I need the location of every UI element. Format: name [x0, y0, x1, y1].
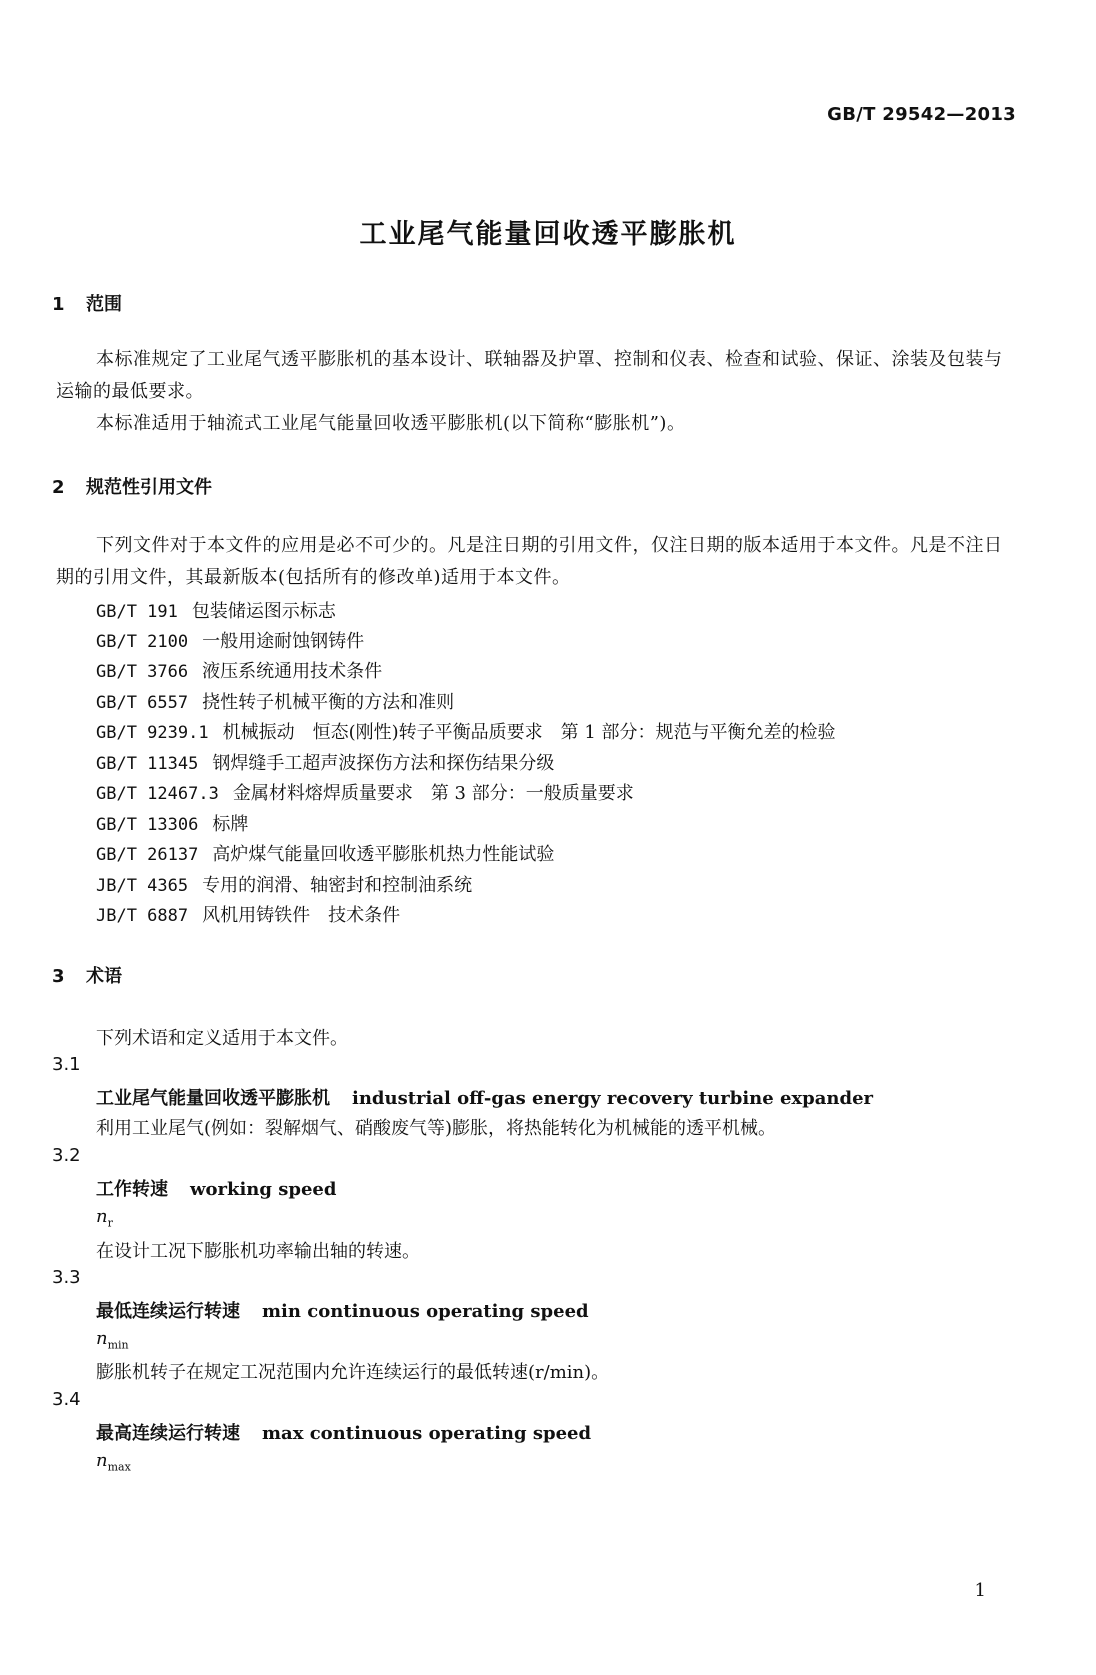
reference-item — [96, 718, 836, 744]
reference-code: JB/T 4365 — [96, 876, 189, 896]
reference-title: 一般用途耐蚀钢铸件 — [202, 631, 365, 652]
section-number: 2 — [52, 477, 65, 498]
section-1-heading — [52, 290, 122, 316]
term-entry — [96, 1084, 873, 1110]
term-entry — [96, 1175, 336, 1201]
reference-item — [96, 657, 382, 683]
term-symbol — [96, 1450, 131, 1474]
symbol-base: n — [96, 1206, 108, 1227]
term-en: industrial off-gas energy recovery turbine expander — [352, 1088, 873, 1109]
term-entry — [96, 1419, 591, 1445]
reference-code: GB/T 6557 — [96, 693, 189, 713]
section-1-paragraph-1: 本标准规定了工业尾气透平膨胀机的基本设计、联轴器及护罩、控制和仪表、检查和试验、保证、涂装及包装与运输的最低要求。 — [56, 349, 1003, 402]
reference-title: 液压系统通用技术条件 — [202, 661, 383, 682]
term-definition: 在设计工况下膨胀机功率输出轴的转速。 — [96, 1241, 420, 1262]
clause-number: 3.1 — [52, 1054, 81, 1075]
reference-code: GB/T 13306 — [96, 815, 199, 835]
reference-item — [96, 749, 554, 775]
section-3-heading — [52, 962, 122, 988]
section-2-heading — [52, 473, 212, 499]
symbol-base: n — [96, 1328, 108, 1349]
section-1-paragraph-2: 本标准适用于轴流式工业尾气能量回收透平膨胀机(以下简称“膨胀机”)。 — [96, 413, 686, 434]
reference-title: 高炉煤气能量回收透平膨胀机热力性能试验 — [212, 844, 555, 865]
reference-item — [96, 810, 248, 836]
term-zh: 最高连续运行转速 — [96, 1423, 240, 1444]
term-symbol — [96, 1328, 129, 1352]
reference-code: GB/T 9239.1 — [96, 723, 209, 743]
term-zh: 最低连续运行转速 — [96, 1301, 240, 1322]
reference-item — [96, 688, 454, 714]
term-definition: 利用工业尾气(例如：裂解烟气、硝酸废气等)膨胀，将热能转化为机械能的透平机械。 — [96, 1118, 777, 1139]
reference-item — [96, 779, 634, 805]
reference-item — [96, 871, 472, 897]
reference-code: GB/T 26137 — [96, 845, 199, 865]
reference-item — [96, 597, 336, 623]
reference-item — [96, 627, 364, 653]
term-definition: 膨胀机转子在规定工况范围内允许连续运行的最低转速(r/min)。 — [96, 1362, 610, 1383]
reference-code: GB/T 3766 — [96, 662, 189, 682]
term-zh: 工业尾气能量回收透平膨胀机 — [96, 1088, 330, 1109]
term-zh: 工作转速 — [96, 1179, 168, 1200]
section-title: 规范性引用文件 — [86, 477, 212, 498]
reference-item — [96, 901, 400, 927]
section-3-intro: 下列术语和定义适用于本文件。 — [96, 1028, 348, 1049]
symbol-subscript: min — [107, 1338, 129, 1352]
reference-title: 包装储运图示标志 — [191, 601, 336, 622]
reference-title: 金属材料熔焊质量要求 第 3 部分：一般质量要求 — [232, 783, 634, 804]
reference-item — [96, 840, 554, 866]
reference-title: 挠性转子机械平衡的方法和准则 — [202, 692, 455, 713]
reference-title: 风机用铸铁件 技术条件 — [202, 905, 401, 926]
section-2-intro: 下列文件对于本文件的应用是必不可少的。凡是注日期的引用文件，仅注日期的版本适用于本文件。凡是不注日期的引用文件，其最新版本(包括所有的修改单)适用于本文件。 — [56, 535, 1003, 588]
clause-number: 3.3 — [52, 1267, 81, 1288]
section-number: 1 — [52, 294, 65, 315]
reference-title: 机械振动 恒态(刚性)转子平衡品质要求 第 1 部分：规范与平衡允差的检验 — [222, 722, 836, 743]
clause-number: 3.2 — [52, 1145, 81, 1166]
clause-number: 3.4 — [52, 1389, 81, 1410]
document-title: 工业尾气能量回收透平膨胀机 — [359, 219, 737, 250]
reference-title: 钢焊缝手工超声波探伤方法和探伤结果分级 — [212, 753, 555, 774]
symbol-subscript: r — [107, 1216, 113, 1230]
term-en: working speed — [190, 1179, 337, 1200]
section-title: 范围 — [86, 294, 122, 315]
symbol-subscript: max — [107, 1460, 131, 1474]
reference-code: GB/T 191 — [96, 602, 178, 622]
reference-code: GB/T 2100 — [96, 632, 189, 652]
reference-title: 标牌 — [212, 814, 249, 835]
term-symbol — [96, 1206, 113, 1230]
term-en: max continuous operating speed — [262, 1423, 592, 1444]
reference-title: 专用的润滑、轴密封和控制油系统 — [202, 875, 473, 896]
standard-code: GB/T 29542—2013 — [827, 104, 1016, 125]
section-number: 3 — [52, 966, 65, 987]
reference-code: GB/T 11345 — [96, 754, 199, 774]
page-number: 1 — [974, 1580, 986, 1601]
reference-code: JB/T 6887 — [96, 906, 189, 926]
term-entry — [96, 1297, 589, 1323]
section-title: 术语 — [86, 966, 122, 987]
symbol-base: n — [96, 1450, 108, 1471]
reference-code: GB/T 12467.3 — [96, 784, 219, 804]
term-en: min continuous operating speed — [262, 1301, 589, 1322]
